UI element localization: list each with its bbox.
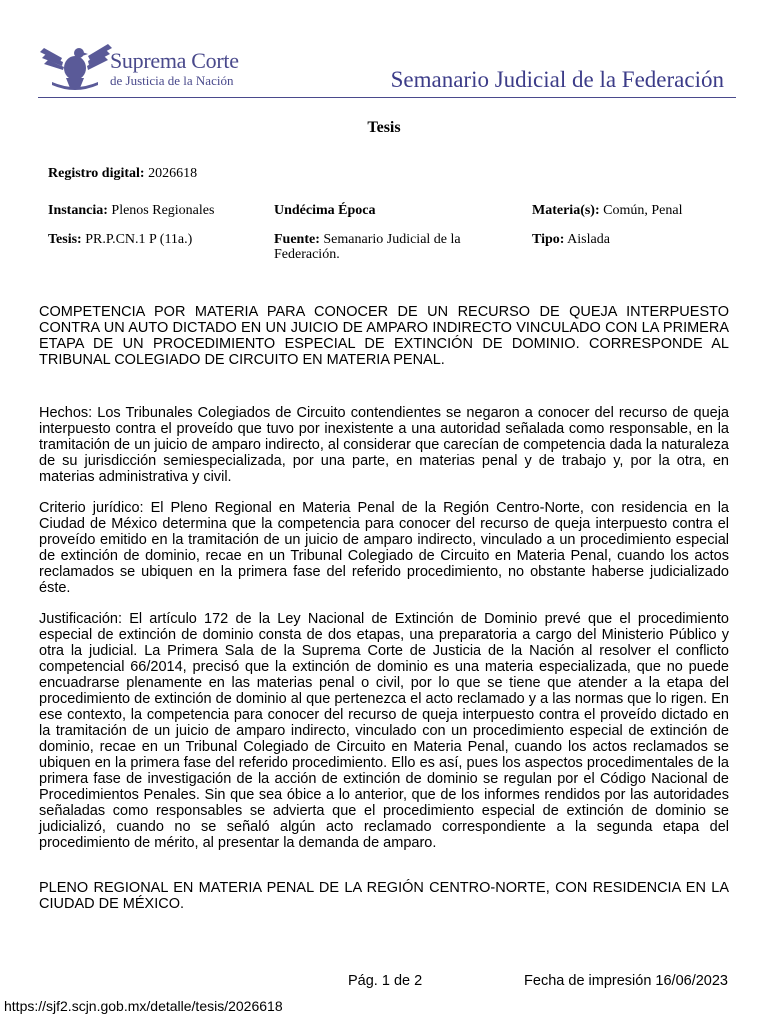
instancia-value: Plenos Regionales [111, 203, 215, 218]
thesis-heading: COMPETENCIA POR MATERIA PARA CONOCER DE UN RECURSO DE QUEJA INTERPUESTO CONTRA UN AUTO DICTADO EN UN JUICIO DE AMPARO INDIRECTO VINCULADO CON LA PRIMERA ETAPA DE UN PROCEDIMIENTO ESPECIAL DE EXTINCIÓN DE DOMINIO. CORRESPONDE AL TRIBUNAL COLEGIADO DE CIRCUITO EN MATERIA PENAL. [39, 304, 729, 368]
materias-field [532, 203, 682, 218]
instancia-label: Instancia: [48, 203, 108, 218]
fuente-field [274, 232, 489, 262]
criterio-paragraph: Criterio jurídico: El Pleno Regional en Materia Penal de la Región Centro-Norte, con residencia en la Ciudad de México determina que la competencia para conocer del recurso de queja interpuesto contra el proveído emitido en la tramitación de un juicio de amparo indirecto, vinculado a un procedimiento especial de extinción de dominio, recae en un Tribunal Colegiado de Circuito en Materia Penal, cuando los actos reclamados se ubiquen en la primera fase del referido procedimiento, no obstante haberse judicializado éste. [39, 500, 729, 596]
tesis-label: Tesis: [48, 232, 82, 247]
source-url: https://sjf2.scjn.gob.mx/detalle/tesis/2026618 [4, 998, 283, 1014]
epoca-label: Undécima Época [274, 203, 376, 218]
print-date: Fecha de impresión 16/06/2023 [524, 973, 728, 989]
materias-value: Común, Penal [603, 203, 683, 218]
document-type: Tesis [367, 119, 401, 136]
pleno-paragraph: PLENO REGIONAL EN MATERIA PENAL DE LA REGIÓN CENTRO-NORTE, CON RESIDENCIA EN LA CIUDAD DE MÉXICO. [39, 880, 729, 912]
instancia-field [48, 203, 214, 218]
registro-label: Registro digital: [48, 166, 145, 181]
eagle-logo-icon [38, 42, 114, 90]
tesis-field [48, 232, 192, 247]
page-number: Pág. 1 de 2 [348, 973, 423, 989]
hechos-paragraph: Hechos: Los Tribunales Colegiados de Circuito contendientes se negaron a conocer del recurso de queja interpuesto contra el proveído que tuvo por inexistente a una autoridad señalada como responsable, en la tramitación de un juicio de amparo indirecto, al considerar que carecían de competencia dada la naturaleza de su jurisdicción semiespecializada, por una parte, en materias penal y de trabajo y, por la otra, en materias administrativa y civil. [39, 405, 729, 485]
site-title: Semanario Judicial de la Federación [390, 67, 724, 92]
justificacion-paragraph: Justificación: El artículo 172 de la Ley Nacional de Extinción de Dominio prevé que el procedimiento especial de extinción de dominio consta de dos etapas, una preparatoria a cargo del Ministerio Público y otra la judicial. La Primera Sala de la Suprema Corte de Justicia de la Nación al resolver el conflicto competencial 66/2014, precisó que la extinción de dominio es una materia especializada, que no puede encuadrarse plenamente en las materias penal o civil, por lo que se tiene que atender a la etapa del procedimiento de extinción de dominio al que pertenezca el acto reclamado y a las normas que lo rigen. En ese contexto, la competencia para conocer del recurso de queja interpuesto contra el proveído dictado en la tramitación de un juicio de amparo indirecto, vinculado con un procedimiento especial de extinción de dominio, recae en un Tribunal Colegiado de Circuito en Materia Penal, cuando los actos reclamados se ubiquen en la primera fase del referido procedimiento. Ello es así, pues los aspectos procedimentales de la primera fase de investigación de la acción de extinción de dominio se regulan por el Código Nacional de Procedimientos Penales. Sin que sea óbice a lo anterior, que de los informes rendidos por las autoridades señaladas como responsables se advierta que el procedimiento especial de extinción de dominio se judicializó, cuando no se señaló algún acto reclamado correspondiente a la segunda etapa del procedimiento de mérito, al presentar la demanda de amparo. [39, 611, 729, 851]
tipo-label: Tipo: [532, 232, 565, 247]
tesis-value: PR.P.CN.1 P (11a.) [85, 232, 193, 247]
brand-subtitle: de Justicia de la Nación [110, 73, 234, 88]
header-divider [38, 97, 736, 98]
fuente-label: Fuente: [274, 232, 320, 247]
epoca-field [274, 203, 376, 218]
registro-field [48, 166, 197, 181]
tipo-field [532, 232, 610, 247]
materias-label: Materia(s): [532, 203, 600, 218]
brand-name: Suprema Corte [110, 48, 239, 73]
registro-value: 2026618 [148, 166, 198, 181]
institution-brand [110, 50, 239, 89]
fuente-value: Semanario Judicial de la Federación. [274, 232, 461, 262]
tipo-value: Aislada [567, 232, 610, 247]
